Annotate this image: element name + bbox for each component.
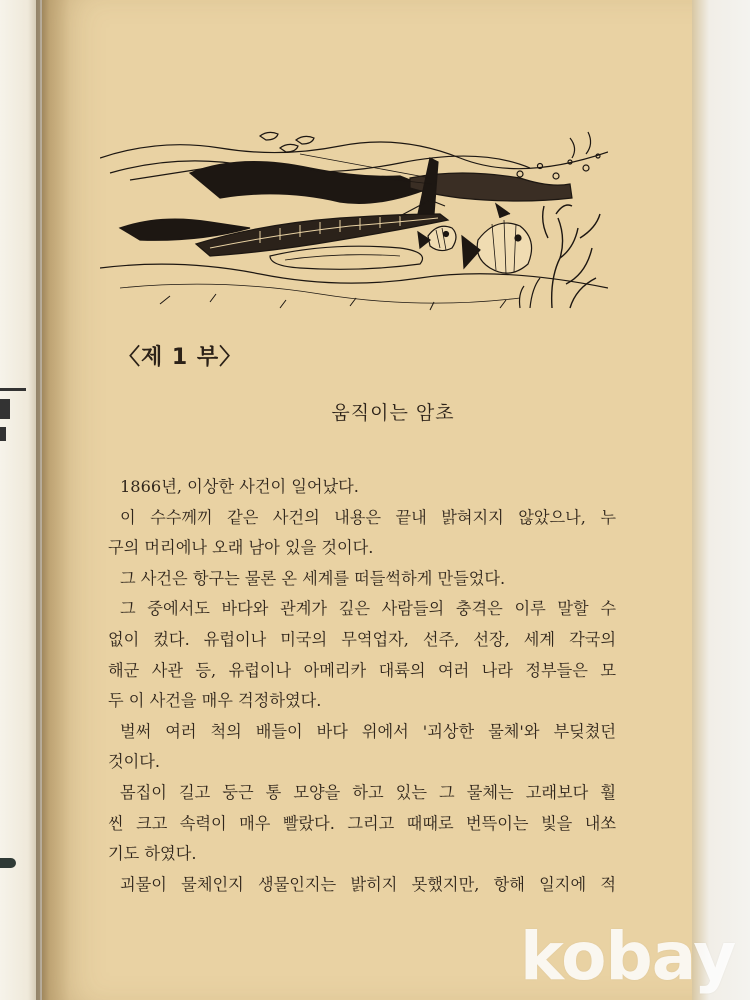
submarine-illustration xyxy=(100,118,608,314)
table-background xyxy=(692,0,750,1000)
text-line: 그 중에서도 바다와 관계가 깊은 사람들의 충격은 이루 말할 수 xyxy=(120,599,616,619)
text-line: 구의 머리에나 오래 남아 있을 것이다. xyxy=(108,538,374,558)
text-line: 벌써 여러 척의 배들이 바다 위에서 '괴상한 물체'와 부딪쳤던 xyxy=(120,721,616,741)
text-line: 없이 컸다. 유럽이나 미국의 무역업자, 선주, 선장, 세계 각국의 xyxy=(108,629,616,649)
text-line: 1866년, 이상한 사건이 일어났다. xyxy=(120,477,359,496)
text-line: 기도 하였다. xyxy=(108,844,197,864)
adjacent-page-mark xyxy=(0,858,16,868)
text-line: 씬 크고 속력이 매우 빨랐다. 그리고 때때로 번뜩이는 빛을 내쏘 xyxy=(108,813,616,833)
watermark-logo: kobay xyxy=(520,918,736,995)
chapter-title: 움직이는 암초 xyxy=(331,402,455,424)
text-line: 이 수수께끼 같은 사건의 내용은 끝내 밝혀지지 않았으나, 누 xyxy=(120,507,616,527)
text-line: 두 이 사건을 매우 걱정하였다. xyxy=(108,691,322,711)
adjacent-page-edge xyxy=(0,0,40,1000)
body-text xyxy=(108,472,616,900)
page-gutter-shadow xyxy=(36,0,70,1000)
text-line: 그 사건은 항구는 물론 온 세계를 떠들썩하게 만들었다. xyxy=(120,568,506,588)
section-heading: 〈제 1 부〉 xyxy=(118,345,243,370)
text-line: 괴물이 물체인지 생물인지는 밝히지 못했지만, 항해 일지에 적 xyxy=(120,874,616,894)
text-line: 해군 사관 등, 유럽이나 아메리카 대륙의 여러 나라 정부들은 모 xyxy=(108,660,616,680)
text-line: 몸집이 길고 둥근 통 모양을 하고 있는 그 물체는 고래보다 훨 xyxy=(120,782,616,802)
text-line: 것이다. xyxy=(108,752,161,772)
